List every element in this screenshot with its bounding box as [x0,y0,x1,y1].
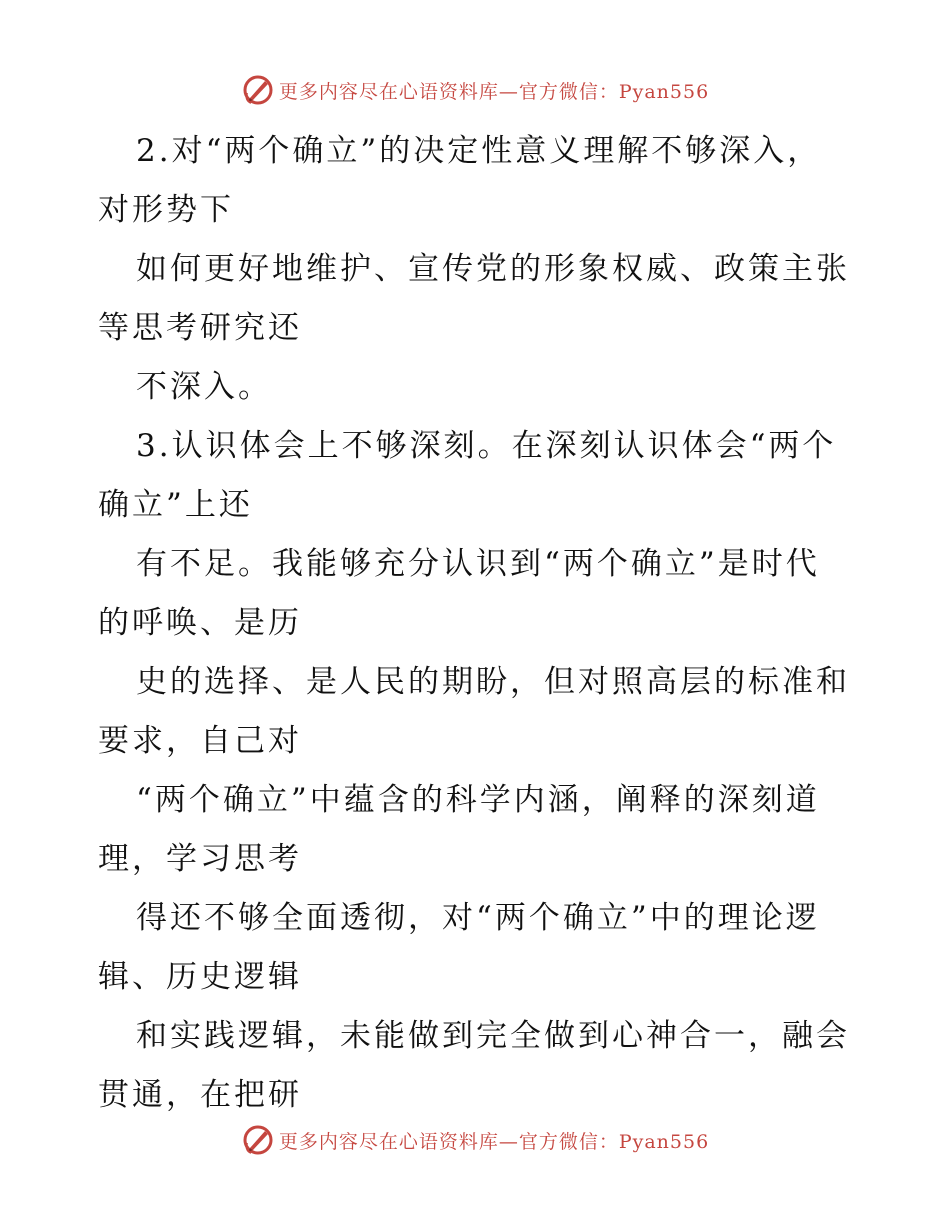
body-line: 辑、历史逻辑 [98,959,302,995]
header-banner [0,70,950,110]
body-line: 要求，自己对 [98,723,302,759]
body-line: 贯通，在把研 [98,1077,302,1113]
body-line: 史的选择、是人民的期盼，但对照高层的标准和 [136,664,850,700]
body-line: 和实践逻辑，未能做到完全做到心神合一，融会 [136,1018,850,1054]
header-banner-text: 更多内容尽在心语资料库—官方微信：Pyan556 [278,80,710,103]
body-line: “两个确立”中蕴含的科学内涵，阐释的深刻道 [136,782,820,818]
body-line: 2.对“两个确立”的决定性意义理解不够深入， [136,133,822,169]
document-body [98,122,858,1125]
body-line: 对形势下 [98,192,234,228]
pen-logo-icon [241,1123,275,1157]
body-line: 确立”上还 [98,487,253,523]
body-line: 如何更好地维护、宣传党的形象权威、政策主张 [136,251,850,287]
body-line: 理，学习思考 [98,841,302,877]
body-line: 3.认识体会上不够深刻。在深刻认识体会“两个 [136,428,837,464]
pen-logo-icon [241,73,275,107]
body-line: 等思考研究还 [98,310,302,346]
footer-banner-text: 更多内容尽在心语资料库—官方微信：Pyan556 [278,1130,710,1153]
body-line: 得还不够全面透彻，对“两个确立”中的理论逻 [136,900,820,936]
body-line: 不深入。 [136,369,272,405]
body-line: 的呼唤、是历 [98,605,302,641]
body-line: 有不足。我能够充分认识到“两个确立”是时代 [136,546,820,582]
footer-banner [0,1120,950,1160]
